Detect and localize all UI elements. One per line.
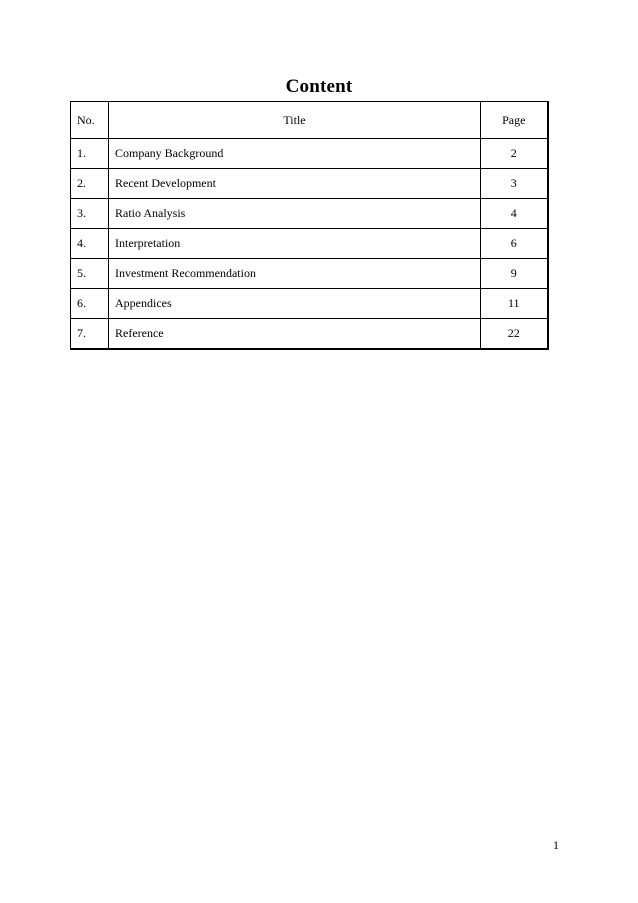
table-row bbox=[71, 199, 548, 229]
page-number: 1 bbox=[553, 838, 559, 852]
row-page: 22 bbox=[481, 319, 548, 349]
row-title: Appendices bbox=[109, 289, 481, 319]
header-no: No. bbox=[71, 102, 109, 139]
table-of-contents bbox=[70, 101, 549, 350]
row-title: Recent Development bbox=[109, 169, 481, 199]
row-no: 5. bbox=[71, 259, 109, 289]
row-title: Company Background bbox=[109, 139, 481, 169]
row-page: 9 bbox=[481, 259, 548, 289]
row-no: 6. bbox=[71, 289, 109, 319]
row-title: Interpretation bbox=[109, 229, 481, 259]
row-page: 11 bbox=[481, 289, 548, 319]
row-title: Investment Recommendation bbox=[109, 259, 481, 289]
row-page: 4 bbox=[481, 199, 548, 229]
header-title: Title bbox=[109, 102, 481, 139]
row-page: 6 bbox=[481, 229, 548, 259]
table-row bbox=[71, 259, 548, 289]
row-no: 4. bbox=[71, 229, 109, 259]
header-page: Page bbox=[481, 102, 548, 139]
table-header-row bbox=[71, 102, 548, 139]
row-title: Ratio Analysis bbox=[109, 199, 481, 229]
row-no: 1. bbox=[71, 139, 109, 169]
table-row bbox=[71, 229, 548, 259]
row-no: 2. bbox=[71, 169, 109, 199]
table-row bbox=[71, 319, 548, 349]
row-title: Reference bbox=[109, 319, 481, 349]
table-row bbox=[71, 289, 548, 319]
table-row bbox=[71, 139, 548, 169]
page-title: Content bbox=[285, 76, 353, 97]
row-no: 3. bbox=[71, 199, 109, 229]
row-page: 2 bbox=[481, 139, 548, 169]
row-page: 3 bbox=[481, 169, 548, 199]
table-row bbox=[71, 169, 548, 199]
row-no: 7. bbox=[71, 319, 109, 349]
